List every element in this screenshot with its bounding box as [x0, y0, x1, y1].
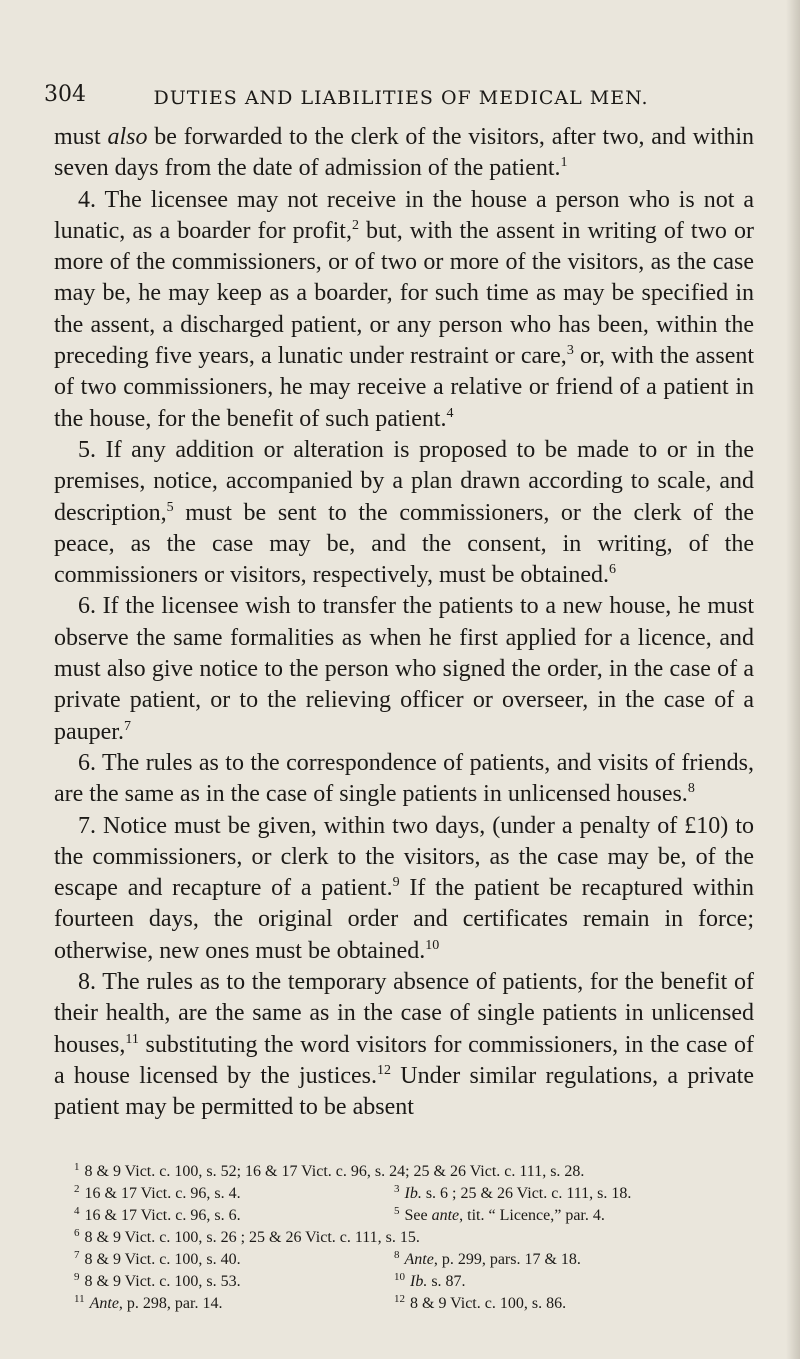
footnote-ref: 11 [125, 1031, 139, 1047]
footnote-row [74, 1293, 774, 1315]
footnote-1: $^1$ 8 & 9 Vict. c. 100, s. 52; 16 & 17 Vict. c. 96, s. 24; 25 & 26 Vict. c. 111, s. 28. [74, 1160, 585, 1180]
footnote-2: $^2$ 16 & 17 Vict. c. 96, s. 4. [74, 1182, 241, 1202]
paragraph-4: 4. The licensee may not receive in the house a person who is not a lunatic, as a boarder for profit,$^2$ but, with the assent in writing of two or more of the commissioners, or of two or more of the visitors, as the case may be, he may keep as a boarder, for such time as may be specified in the assent, a discharged patient, or any person who has been, within the preceding five years, a lunatic under restraint or care,$^3$ or, with the assent of two commissioners, he may receive a relative or friend of a patient in the house, for the benefit of such patient.$^4$ [54, 186, 755, 432]
paragraph-continuation: must also be forwarded to the clerk of the visitors, after two, and within seven days from the date of admission of the patient.$^1$ [54, 124, 754, 182]
footnote-ref: 3 [566, 343, 574, 359]
running-title: DUTIES AND LIABILITIES OF MEDICAL MEN. [153, 87, 649, 109]
footnote-row [74, 1227, 774, 1249]
footnote-row [74, 1205, 774, 1227]
footnote-7: $^7$ 8 & 9 Vict. c. 100, s. 40. [74, 1248, 241, 1268]
footnote-5: $^5$ See ante, tit. “ Licence,” par. 4. [394, 1204, 605, 1224]
footnote-6: $^6$ 8 & 9 Vict. c. 100, s. 26 ; 25 & 26 Vict. c. 111, s. 15. [74, 1226, 420, 1246]
footnote-ref: 8 [687, 781, 695, 797]
footnote-4: $^4$ 16 & 17 Vict. c. 96, s. 6. [74, 1204, 241, 1224]
footnote-12: $^{12}$ 8 & 9 Vict. c. 100, s. 86. [394, 1292, 567, 1312]
footnotes [74, 1161, 774, 1315]
footnote-row [74, 1249, 774, 1271]
footnote-row [74, 1183, 774, 1205]
footnote-ref: 2 [351, 217, 359, 233]
footnote-ref: 9 [392, 875, 400, 891]
footnote-8: $^8$ Ante, p. 299, pars. 17 & 18. [394, 1248, 581, 1268]
footnote-ref: 1 [560, 155, 568, 171]
footnote-row [74, 1161, 774, 1183]
footnote-10: $^{10}$ Ib. s. 87. [394, 1270, 466, 1290]
footnote-ref: 6 [609, 562, 617, 578]
footnote-3: $^3$ Ib. s. 6 ; 25 & 26 Vict. c. 111, s. 18. [394, 1182, 632, 1202]
main-text [54, 122, 754, 1124]
paragraph-6-transfer: 6. If the licensee wish to transfer the patients to a new house, he must observe the same formalities as when he first applied for a licence, and must also give notice to the person who signed the order, in the case of a private patient, or to the relieving officer or overseer, in the case of a pauper.$^7$ [54, 593, 754, 745]
footnote-9: $^9$ 8 & 9 Vict. c. 100, s. 53. [74, 1270, 241, 1290]
page-header [44, 82, 758, 112]
footnote-ref: 5 [166, 499, 174, 515]
paragraph-6-correspondence: 6. The rules as to the correspondence of patients, and visits of friends, are the same as in the case of single patients in unlicensed houses.$^8$ [54, 749, 754, 808]
footnote-ref: 7 [123, 718, 131, 734]
paragraph-5: 5. If any addition or alteration is proposed to be made to or in the premises, notice, accompanied by a plan drawn according to scale, and description,$^5$ must be sent to the commissioners, or the clerk of the peace, as the case may be, and the consent, in writing, of the commissioners or visitors, respectively, must be obtained.$^6$ [54, 436, 754, 589]
page-edge-shadow [786, 0, 800, 1359]
footnote-11: $^{11}$ Ante, p. 298, par. 14. [74, 1292, 223, 1312]
footnote-ref: 12 [377, 1062, 392, 1078]
footnote-ref: 10 [425, 937, 440, 953]
page-number: 304 [44, 82, 86, 107]
paragraph-8: 8. The rules as to the temporary absence of patients, for the benefit of their health, are the same as in the case of single patients in unlicensed houses,$^{11}$ substituting the word visitors for commissioners, in the case of a house licensed by the justices.$^{12}$ Under similar regulations, a private patient may be permitted to be absent [54, 969, 754, 1121]
paragraph-7: 7. Notice must be given, within two days, (under a penalty of £10) to the commissioners, or clerk to the visitors, as the case may be, of the escape and recapture of a patient.$^9$ If the patient be recaptured within fourteen days, the original order and certificates remain in force; otherwise, new ones must be obtained.$^{10}$ [54, 812, 754, 964]
footnote-ref: 4 [446, 405, 454, 421]
footnote-row [74, 1271, 774, 1293]
